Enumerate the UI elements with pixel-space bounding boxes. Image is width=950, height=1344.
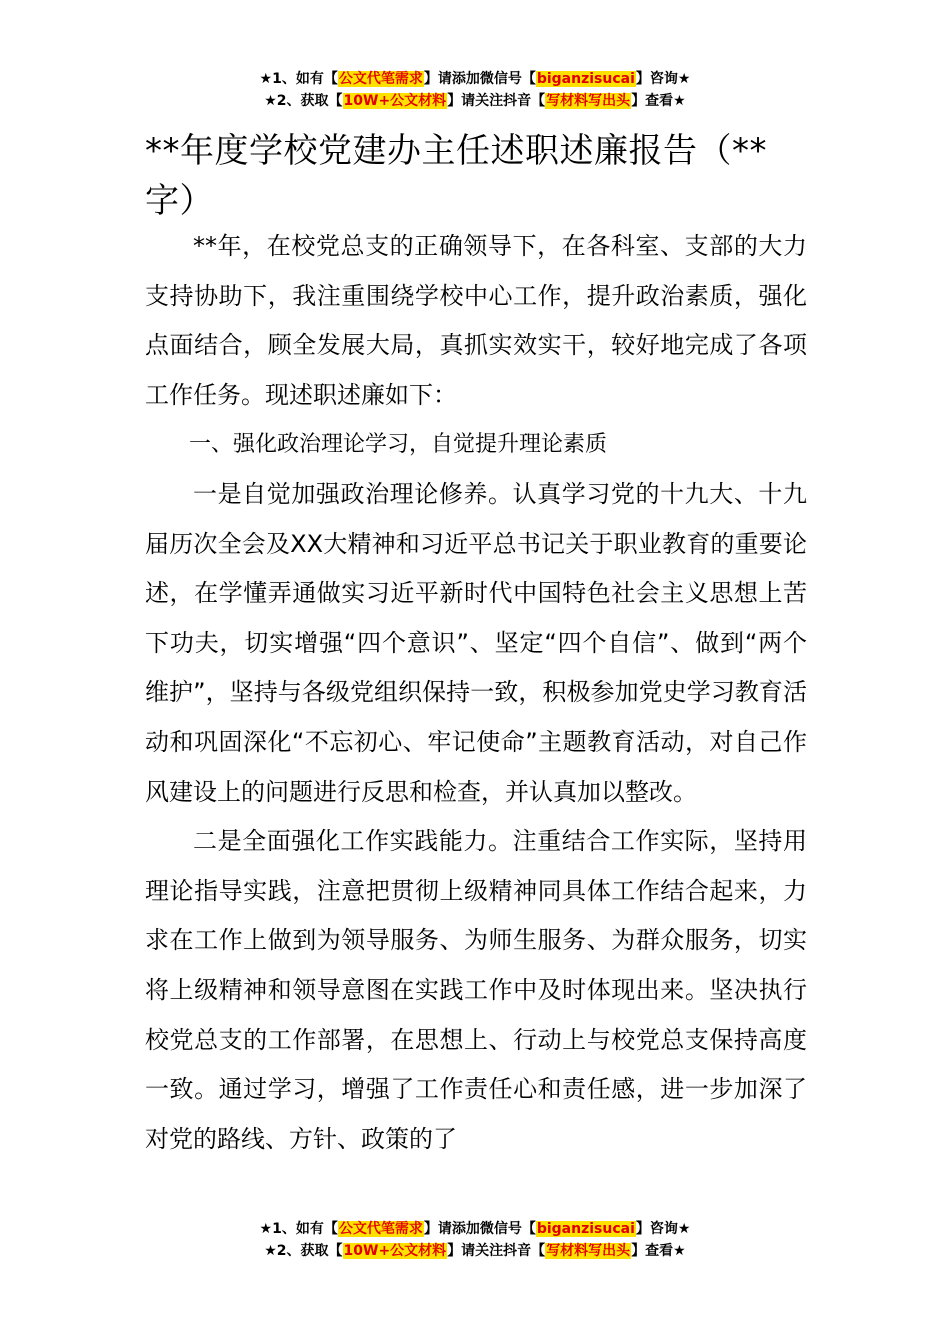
banner-text: ★2、获取【: [264, 1243, 343, 1259]
banner-highlight: biganzisucai: [536, 71, 635, 87]
banner-highlight: 10W+公文材料: [343, 1243, 447, 1259]
footer-banner: [0, 1218, 950, 1262]
banner-text: ★1、如有【: [259, 1221, 338, 1237]
document-title: **年度学校党建办主任述职述廉报告（**字）: [145, 131, 767, 221]
banner-text: 】查看★: [631, 1243, 686, 1259]
intro-paragraph: **年，在校党总支的正确领导下，在各科室、支部的大力支持协助下，我注重围绕学校中心工作，提升政治素质，强化点面结合，顾全发展大局，真抓实效实干，较好地完成了各项工作任务。现述职述廉如下：: [145, 232, 807, 409]
banner-highlight: 10W+公文材料: [343, 93, 447, 109]
banner-highlight: 公文代笔需求: [338, 1221, 423, 1237]
banner-highlight: biganzisucai: [536, 1221, 635, 1237]
banner-text: 】咨询★: [635, 1221, 691, 1237]
banner-highlight: 公文代笔需求: [338, 71, 423, 87]
banner-text: ★1、如有【: [259, 71, 338, 87]
banner-text: 】查看★: [631, 93, 686, 109]
document-body: [145, 222, 807, 1164]
banner-text: 】咨询★: [635, 71, 691, 87]
header-banner: [0, 68, 950, 112]
banner-highlight: 写材料写出头: [546, 1243, 631, 1259]
body-paragraph: 一是自觉加强政治理论修养。认真学习党的十九大、十九届历次全会及XX大精神和习近平总书记关于职业教育的重要论述，在学懂弄通做实习近平新时代中国特色社会主义思想上苦下功夫，切实增强“四个意识”、坚定“四个自信”、做到“两个维护”，坚持与各级党组织保持一致，积极参加党史学习教育活动和巩固深化“不忘初心、牢记使命”主题教育活动，对自己作风建设上的问题进行反思和检查，并认真加以整改。: [145, 479, 807, 806]
section-heading: 一、强化政治理论学习，自觉提升理论素质: [189, 432, 608, 458]
banner-text: 】请关注抖音【: [447, 1243, 546, 1259]
banner-line-2: [0, 1240, 950, 1262]
banner-text: ★2、获取【: [264, 93, 343, 109]
banner-line-1: [0, 68, 950, 90]
banner-text: 】请添加微信号【: [423, 1221, 536, 1237]
banner-line-1: [0, 1218, 950, 1240]
banner-line-2: [0, 90, 950, 112]
body-paragraph: 二是全面强化工作实践能力。注重结合工作实际，坚持用理论指导实践，注意把贯彻上级精神同具体工作结合起来，力求在工作上做到为领导服务、为师生服务、为群众服务，切实将上级精神和领导意图在实践工作中及时体现出来。坚决执行校党总支的工作部署，在思想上、行动上与校党总支保持高度一致。通过学习，增强了工作责任心和责任感，进一步加深了对党的路线、方针、政策的了: [145, 827, 807, 1153]
banner-highlight: 写材料写出头: [546, 93, 631, 109]
banner-text: 】请关注抖音【: [447, 93, 546, 109]
banner-text: 】请添加微信号【: [423, 71, 536, 87]
